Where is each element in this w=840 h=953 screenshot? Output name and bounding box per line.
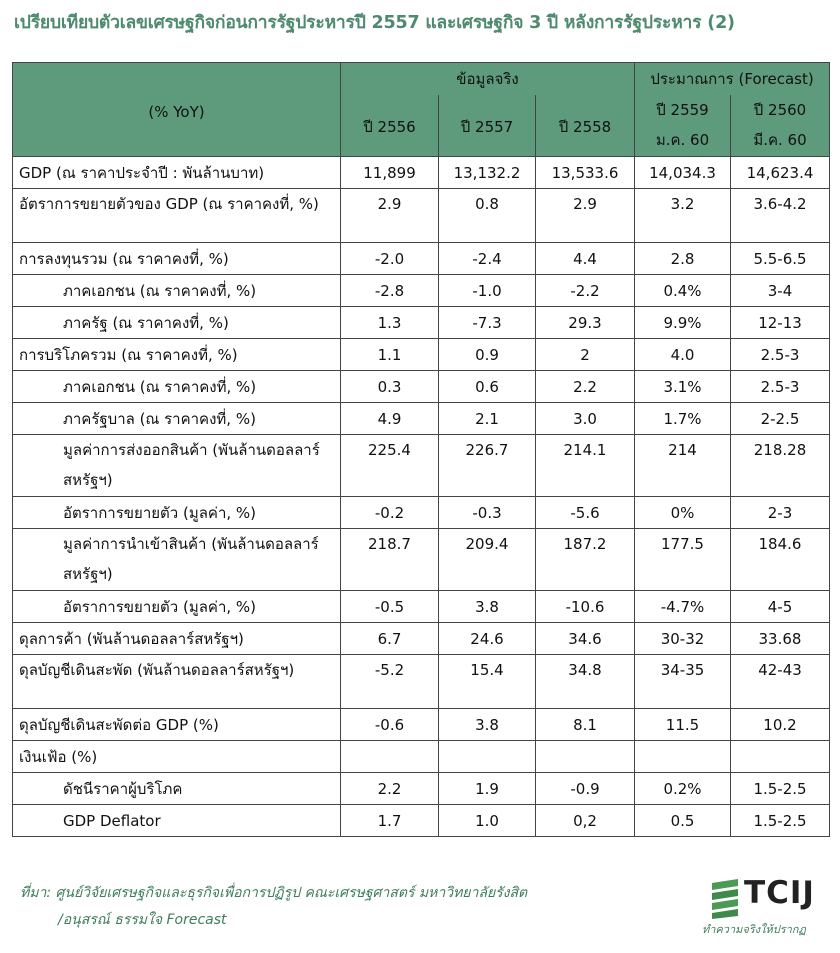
row-value (731, 741, 830, 773)
table-row (13, 773, 830, 805)
row-value: 0.9 (439, 339, 536, 371)
row-value: 33.68 (731, 623, 830, 655)
row-label: การบริโภครวม (ณ ราคาคงที่, %) (13, 339, 341, 371)
row-value: 1.7% (635, 403, 731, 435)
row-value: 2.2 (536, 371, 635, 403)
year-header: ปี 2558 (536, 95, 635, 157)
row-label: ภาครัฐบาล (ณ ราคาคงที่, %) (13, 403, 341, 435)
table-body (13, 157, 830, 837)
row-value: 1.5-2.5 (731, 805, 830, 837)
row-value: -5.2 (341, 655, 439, 709)
row-value: 5.5-6.5 (731, 243, 830, 275)
row-label: ภาคเอกชน (ณ ราคาคงที่, %) (13, 371, 341, 403)
table-row (13, 243, 830, 275)
row-label: ภาครัฐ (ณ ราคาคงที่, %) (13, 307, 341, 339)
row-label: ดุลการค้า (พันล้านดอลลาร์สหรัฐฯ) (13, 623, 341, 655)
page-title: เปรียบเทียบตัวเลขเศรษฐกิจก่อนการรัฐประหารปี 2557 และเศรษฐกิจ 3 ปี หลังการรัฐประหาร (2) (14, 13, 735, 33)
row-value: 0.8 (439, 189, 536, 243)
table-row (13, 403, 830, 435)
row-value: -0.6 (341, 709, 439, 741)
economic-comparison-table (12, 62, 830, 837)
table-row (13, 623, 830, 655)
row-value: 24.6 (439, 623, 536, 655)
row-value: 6.7 (341, 623, 439, 655)
row-value: 218.28 (731, 435, 830, 497)
row-value: 11.5 (635, 709, 731, 741)
row-value: -0.9 (536, 773, 635, 805)
row-value: 0.4% (635, 275, 731, 307)
row-value: 2.5-3 (731, 339, 830, 371)
forecast-year-header (731, 95, 830, 157)
row-label: ดุลบัญชีเดินสะพัดต่อ GDP (%) (13, 709, 341, 741)
row-value: 42-43 (731, 655, 830, 709)
row-value: 34.6 (536, 623, 635, 655)
row-label: มูลค่าการส่งออกสินค้า (พันล้านดอลลาร์สหรัฐฯ) (13, 435, 341, 497)
table-row (13, 529, 830, 591)
row-value: -0.2 (341, 497, 439, 529)
row-label: ภาคเอกชน (ณ ราคาคงที่, %) (13, 275, 341, 307)
year-header: ปี 2557 (439, 95, 536, 157)
row-value: 177.5 (635, 529, 731, 591)
row-value: 1.1 (341, 339, 439, 371)
row-value: 3.6-4.2 (731, 189, 830, 243)
table-row (13, 591, 830, 623)
row-label: GDP (ณ ราคาประจำปี : พันล้านบาท) (13, 157, 341, 189)
row-value: 214 (635, 435, 731, 497)
row-value (536, 741, 635, 773)
row-value: 9.9% (635, 307, 731, 339)
row-value: -2.0 (341, 243, 439, 275)
table-row (13, 435, 830, 497)
row-value: 4.9 (341, 403, 439, 435)
row-value: -10.6 (536, 591, 635, 623)
forecast-year-header (635, 95, 731, 157)
row-value: -5.6 (536, 497, 635, 529)
row-value: 3.8 (439, 709, 536, 741)
row-value: 8.1 (536, 709, 635, 741)
row-value: 1.5-2.5 (731, 773, 830, 805)
row-value: 226.7 (439, 435, 536, 497)
row-value: 2.2 (341, 773, 439, 805)
row-label: ดุลบัญชีเดินสะพัด (พันล้านดอลลาร์สหรัฐฯ) (13, 655, 341, 709)
row-value: 2.9 (536, 189, 635, 243)
row-value: 15.4 (439, 655, 536, 709)
row-value: 218.7 (341, 529, 439, 591)
row-value: 4-5 (731, 591, 830, 623)
row-value: 1.0 (439, 805, 536, 837)
row-value: 0,2 (536, 805, 635, 837)
row-value: 1.3 (341, 307, 439, 339)
forecast-date: มี.ค. 60 (753, 131, 807, 150)
actual-data-header: ข้อมูลจริง (341, 63, 635, 95)
table-row (13, 371, 830, 403)
row-label: เงินเฟ้อ (%) (13, 741, 341, 773)
row-value: -0.3 (439, 497, 536, 529)
row-value: 2.8 (635, 243, 731, 275)
row-value: -1.0 (439, 275, 536, 307)
row-value: 2.5-3 (731, 371, 830, 403)
logo-tagline: ทำความจริงให้ปรากฏ (702, 923, 806, 936)
table-row (13, 307, 830, 339)
table-row (13, 741, 830, 773)
table-row (13, 339, 830, 371)
row-value: -2.4 (439, 243, 536, 275)
row-label: การลงทุนรวม (ณ ราคาคงที่, %) (13, 243, 341, 275)
row-label: มูลค่าการนำเข้าสินค้า (พันล้านดอลลาร์สหรัฐฯ) (13, 529, 341, 591)
row-value: 0.3 (341, 371, 439, 403)
row-value: 187.2 (536, 529, 635, 591)
row-value: 0.6 (439, 371, 536, 403)
row-value: 2-2.5 (731, 403, 830, 435)
row-value: 1.9 (439, 773, 536, 805)
forecast-date: ม.ค. 60 (655, 131, 710, 150)
source-line-2: /อนุสรณ์ ธรรมใจ Forecast (58, 912, 227, 928)
forecast-header: ประมาณการ (Forecast) (635, 63, 830, 95)
row-value (439, 741, 536, 773)
row-value: 29.3 (536, 307, 635, 339)
row-label: อัตราการขยายตัว (มูลค่า, %) (13, 497, 341, 529)
row-value: 3.8 (439, 591, 536, 623)
table-row (13, 497, 830, 529)
row-value: 0.2% (635, 773, 731, 805)
row-value: 225.4 (341, 435, 439, 497)
table-row (13, 157, 830, 189)
row-value: 11,899 (341, 157, 439, 189)
row-value (635, 741, 731, 773)
row-value: 2.9 (341, 189, 439, 243)
logo-text: TCIJ (744, 875, 815, 911)
logo-mark-icon (708, 879, 742, 919)
row-value: 3.1% (635, 371, 731, 403)
row-value: 2.1 (439, 403, 536, 435)
row-value: 1.7 (341, 805, 439, 837)
table-row (13, 275, 830, 307)
row-value: 209.4 (439, 529, 536, 591)
row-value: -4.7% (635, 591, 731, 623)
row-value: 214.1 (536, 435, 635, 497)
row-value: 3.2 (635, 189, 731, 243)
row-value: 13,132.2 (439, 157, 536, 189)
row-value: 2-3 (731, 497, 830, 529)
row-value: 34.8 (536, 655, 635, 709)
row-value: 12-13 (731, 307, 830, 339)
row-value: 3-4 (731, 275, 830, 307)
row-value: 4.4 (536, 243, 635, 275)
row-value: 14,034.3 (635, 157, 731, 189)
row-value: 30-32 (635, 623, 731, 655)
year-header: ปี 2556 (341, 95, 439, 157)
row-value: 34-35 (635, 655, 731, 709)
row-value: -2.8 (341, 275, 439, 307)
row-value: 10.2 (731, 709, 830, 741)
table-row (13, 655, 830, 709)
row-label: ดัชนีราคาผู้บริโภค (13, 773, 341, 805)
row-value: 14,623.4 (731, 157, 830, 189)
row-value: 0% (635, 497, 731, 529)
row-value: 0.5 (635, 805, 731, 837)
row-value: 4.0 (635, 339, 731, 371)
row-value: -0.5 (341, 591, 439, 623)
row-value: 3.0 (536, 403, 635, 435)
source-line-1: ที่มา: ศูนย์วิจัยเศรษฐกิจและธุรกิจเพื่อการปฏิรูป คณะเศรษฐศาสตร์ มหาวิทยาลัยรังสิต (20, 885, 528, 901)
row-value: 184.6 (731, 529, 830, 591)
row-value: 13,533.6 (536, 157, 635, 189)
row-label: อัตราการขยายตัว (มูลค่า, %) (13, 591, 341, 623)
row-value: 2 (536, 339, 635, 371)
table-row (13, 805, 830, 837)
row-value: -2.2 (536, 275, 635, 307)
forecast-year: ปี 2560 (753, 101, 807, 120)
row-label: อัตราการขยายตัวของ GDP (ณ ราคาคงที่, %) (13, 189, 341, 243)
unit-header: (% YoY) (13, 63, 341, 157)
table-row (13, 189, 830, 243)
source-note (20, 880, 527, 934)
row-label: GDP Deflator (13, 805, 341, 837)
table-row (13, 709, 830, 741)
tcij-logo (700, 873, 830, 943)
row-value (341, 741, 439, 773)
forecast-year: ปี 2559 (656, 101, 709, 120)
row-value: -7.3 (439, 307, 536, 339)
